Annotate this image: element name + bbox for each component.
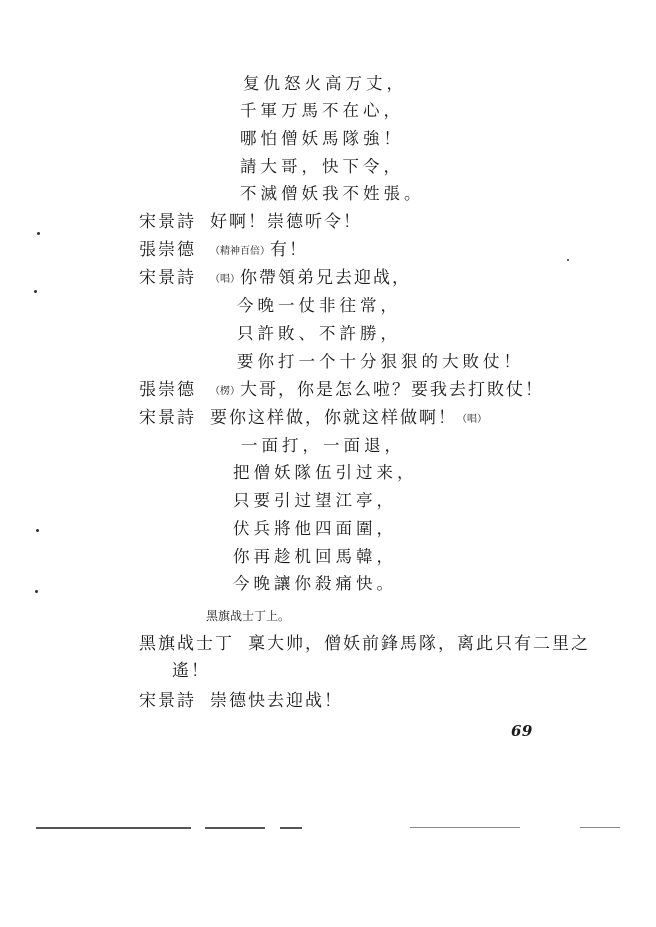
- dialogue-text: 有！: [270, 240, 308, 260]
- verse-line: 要你打一个十分狠狠的大敗仗！: [237, 352, 524, 371]
- dialogue-line: [139, 634, 590, 654]
- verse-line: 今晚一仗非往常，: [237, 296, 401, 315]
- dialogue-line: [139, 408, 487, 430]
- scan-edge-line: [280, 827, 302, 829]
- stage-direction-inline: （精神百倍）: [210, 246, 270, 257]
- dialogue-text: 大哥，你是怎么啦？要我去打敗仗！: [240, 380, 544, 400]
- verse-line: 把僧妖隊伍引过来，: [233, 463, 418, 482]
- verse-line: 伏兵將他四面圍，: [233, 519, 397, 538]
- scan-speck: [36, 529, 39, 532]
- scan-edge-line: [410, 827, 520, 828]
- dialogue-text: 崇德快去迎战！: [210, 691, 343, 711]
- stage-direction: 黑旗战士丁上。: [206, 609, 291, 623]
- dialogue-line: [139, 212, 362, 232]
- verse-line: 哪怕僧妖馬隊強！: [240, 129, 404, 148]
- dialogue-line: [139, 268, 411, 290]
- speaker-name: 張崇德: [139, 240, 196, 260]
- page-number: 69: [511, 722, 533, 740]
- verse-line: 只許敗、不許勝，: [237, 324, 401, 343]
- stage-direction-inline: （楞）: [210, 386, 240, 397]
- stage-direction-inline: （唱）: [457, 414, 487, 425]
- verse-line: 一面打，一面退，: [241, 436, 405, 455]
- verse-line: 你再趁机回馬韓，: [233, 547, 397, 566]
- scan-edge-line: [205, 827, 265, 829]
- dialogue-text: 你帶領弟兄去迎战，: [240, 268, 411, 288]
- stage-direction-inline: （唱）: [210, 274, 240, 285]
- verse-line: 只要引过望江亭，: [233, 491, 397, 510]
- scan-speck: [567, 259, 569, 261]
- verse-line: 不滅僧妖我不姓張。: [240, 184, 425, 203]
- speaker-name: 宋景詩: [139, 212, 196, 232]
- speaker-name: 宋景詩: [139, 408, 196, 428]
- scan-speck: [37, 232, 40, 235]
- dialogue-line: [139, 240, 308, 262]
- dialogue-text: 要你这样做，你就这样做啊！: [210, 408, 457, 428]
- speaker-name: 黑旗战士丁: [139, 634, 234, 654]
- speaker-name: 宋景詩: [139, 691, 196, 711]
- verse-line: 請大哥，快下令，: [240, 157, 404, 176]
- scan-edge-line: [580, 827, 620, 828]
- scan-speck: [35, 590, 38, 593]
- verse-line: 复仇怒火高万丈，: [243, 74, 407, 93]
- dialogue-line: [139, 691, 343, 711]
- dialogue-text: 稟大帅，僧妖前鋒馬隊，离此只有二里之: [248, 634, 590, 654]
- scan-edge-line: [36, 827, 191, 829]
- dialogue-text: 好啊！崇德听令！: [210, 212, 362, 232]
- dialogue-line: [139, 380, 544, 402]
- verse-line: 今晚讓你殺痛快。: [233, 574, 397, 593]
- speaker-name: 張崇德: [139, 380, 196, 400]
- verse-line: 千軍万馬不在心，: [240, 101, 404, 120]
- speaker-name: 宋景詩: [139, 268, 196, 288]
- dialogue-continuation: 遙！: [172, 661, 210, 681]
- scan-speck: [34, 290, 37, 293]
